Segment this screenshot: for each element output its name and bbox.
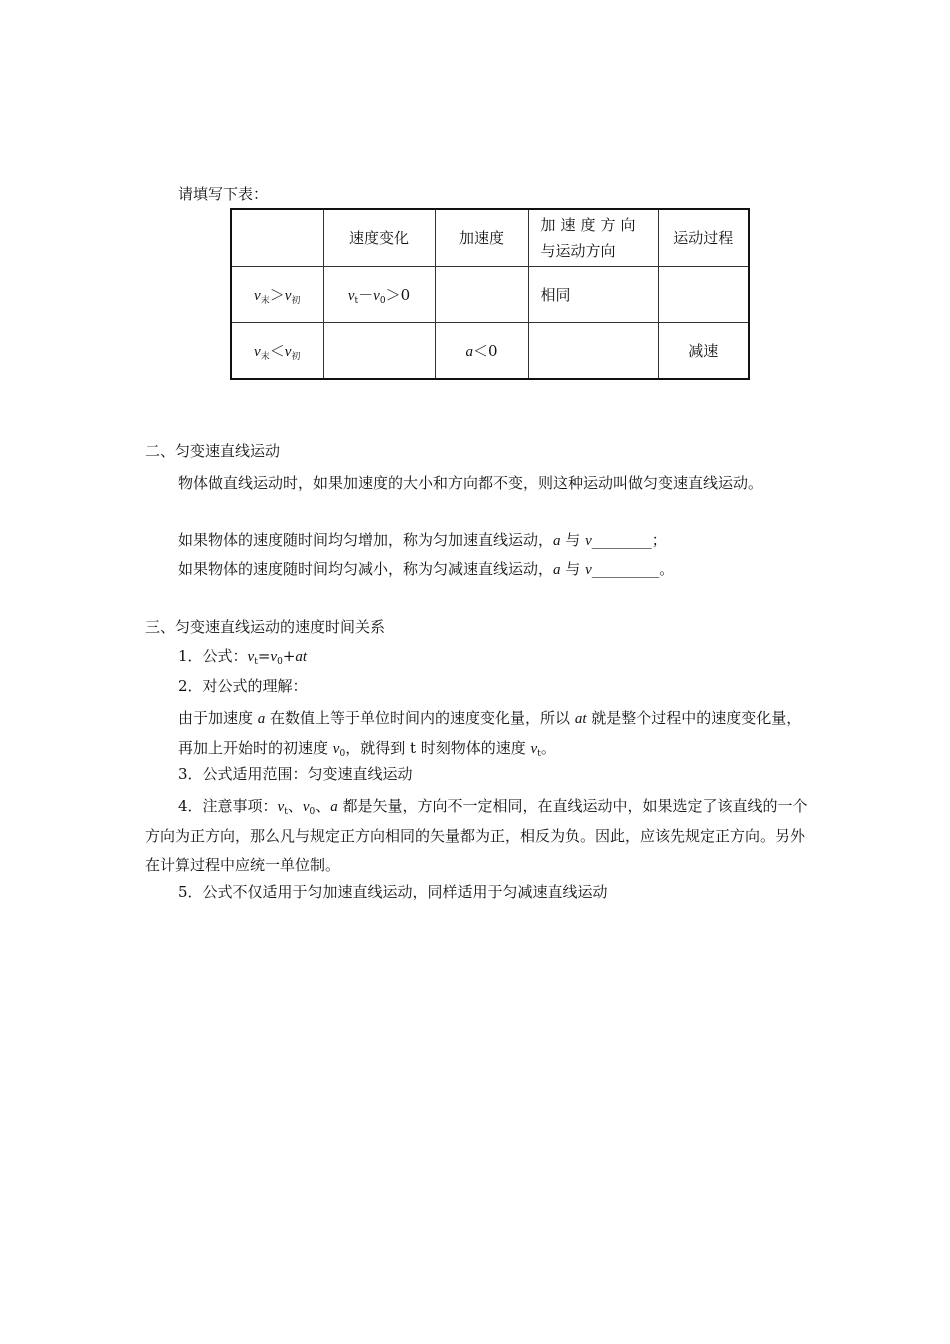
v-symbol: v bbox=[530, 741, 538, 757]
row1-acceleration[interactable] bbox=[435, 266, 528, 322]
v-symbol: v bbox=[373, 287, 380, 304]
v-symbol: v bbox=[284, 343, 292, 360]
section2-title: 二、匀变速直线运动 bbox=[145, 442, 281, 460]
v-symbol: v bbox=[585, 533, 592, 549]
row2-direction[interactable] bbox=[528, 322, 658, 379]
sub-label: 初 bbox=[291, 351, 301, 362]
text: 、 bbox=[315, 797, 331, 815]
header-direction bbox=[528, 209, 658, 266]
text: 都是矢量，方向不一定相同，在直线运动中，如果选定了该直线的一个方向为正方向，那么凡与规定正方向相同的矢量都为正，相反为负。因此，应该先规定正方向。另外在计算过程中应统一单位制。 bbox=[145, 797, 808, 874]
sub-label: t bbox=[354, 295, 359, 306]
text: 与 bbox=[560, 531, 586, 549]
a-symbol: a bbox=[330, 799, 338, 815]
row1-process[interactable] bbox=[658, 266, 749, 322]
a-symbol: a bbox=[465, 343, 473, 360]
header-direction-line2: 与运动方向 bbox=[540, 241, 616, 260]
text: 4．注意事项： bbox=[178, 797, 278, 815]
header-process: 运动过程 bbox=[658, 209, 749, 266]
sub-label: 0 bbox=[277, 657, 283, 667]
v-symbol: v bbox=[284, 287, 292, 304]
v-symbol: v bbox=[347, 287, 355, 304]
text: 在数值上等于单位时间内的速度变化量，所以 bbox=[265, 709, 575, 727]
applicability-line: 5．公式不仅适用于匀加速直线运动，同样适用于匀减速直线运动 bbox=[178, 883, 608, 901]
table-row bbox=[231, 322, 749, 379]
sub-label: 末 bbox=[260, 351, 270, 362]
table-header-row bbox=[231, 209, 749, 266]
row2-velocity-change[interactable] bbox=[323, 322, 435, 379]
a-symbol: a bbox=[257, 711, 266, 727]
header-direction-line1: 加速度方向 bbox=[540, 215, 641, 234]
a-symbol: a bbox=[553, 562, 561, 578]
v-symbol: v bbox=[247, 649, 255, 665]
v-symbol: v bbox=[585, 562, 592, 578]
v-symbol: v bbox=[270, 649, 278, 665]
text: 如果物体的速度随时间均匀减小，称为匀减速直线运动， bbox=[178, 560, 554, 578]
table-intro: 请填写下表： bbox=[178, 185, 269, 203]
operator: ＞ bbox=[269, 285, 285, 304]
sub-label: t bbox=[284, 807, 288, 817]
row1-velocity-change bbox=[323, 266, 435, 322]
at-symbol: at bbox=[295, 649, 308, 665]
text: 1．公式： bbox=[178, 647, 248, 665]
header-cell-empty bbox=[231, 209, 323, 266]
formula-line bbox=[178, 646, 307, 667]
row2-process: 减速 bbox=[658, 322, 749, 379]
understanding-paragraph bbox=[178, 704, 810, 764]
understanding-heading: 2．对公式的理解： bbox=[178, 677, 308, 695]
table-row bbox=[231, 266, 749, 322]
text: 就是整个过程中的速度变化量，再加上开始时的初速度 bbox=[178, 709, 802, 757]
operator: － bbox=[358, 285, 374, 304]
section2-accel-line bbox=[178, 530, 667, 551]
section2-paragraph: 物体做直线运动时，如果加速度的大小和方向都不变，则这种运动叫做匀变速直线运动。 bbox=[178, 474, 764, 492]
row2-condition bbox=[231, 322, 323, 379]
v-symbol: v bbox=[332, 741, 340, 757]
text: 如果物体的速度随时间均匀增加，称为匀加速直线运动， bbox=[178, 531, 554, 549]
header-velocity-change: 速度变化 bbox=[323, 209, 435, 266]
operator: ＜0 bbox=[472, 341, 498, 360]
v-symbol: v bbox=[254, 287, 261, 304]
header-acceleration: 加速度 bbox=[435, 209, 528, 266]
text: ，就得到 t 时刻物体的速度 bbox=[345, 739, 531, 757]
operator: = bbox=[257, 647, 271, 665]
notes-paragraph bbox=[145, 792, 810, 880]
operator: ＞0 bbox=[385, 285, 411, 304]
section3-title: 三、匀变速直线运动的速度时间关系 bbox=[145, 618, 386, 636]
sub-label: 0 bbox=[309, 807, 316, 817]
sub-label: t bbox=[537, 749, 541, 759]
v-symbol: v bbox=[302, 799, 310, 815]
v-symbol: v bbox=[277, 799, 285, 815]
sub-label: 初 bbox=[291, 295, 301, 306]
row2-acceleration bbox=[435, 322, 528, 379]
blank[interactable]: ________； bbox=[591, 531, 667, 549]
text: 与 bbox=[560, 560, 586, 578]
operator: + bbox=[282, 647, 296, 665]
section2-decel-line bbox=[178, 559, 674, 580]
fill-in-table bbox=[230, 208, 750, 380]
text: 由于加速度 bbox=[178, 709, 258, 727]
scope-line: 3．公式适用范围：匀变速直线运动 bbox=[178, 765, 413, 783]
sub-label: 末 bbox=[260, 295, 270, 306]
text: 。 bbox=[540, 739, 556, 757]
blank[interactable]: _________。 bbox=[591, 560, 675, 578]
sub-label: t bbox=[254, 657, 258, 667]
row1-direction: 相同 bbox=[528, 266, 658, 322]
at-symbol: at bbox=[574, 711, 587, 727]
v-symbol: v bbox=[254, 343, 261, 360]
sub-label: 0 bbox=[379, 295, 386, 306]
row1-condition bbox=[231, 266, 323, 322]
a-symbol: a bbox=[553, 533, 561, 549]
sub-label: 0 bbox=[339, 749, 346, 759]
operator: ＜ bbox=[269, 341, 285, 360]
text: 、 bbox=[287, 797, 303, 815]
